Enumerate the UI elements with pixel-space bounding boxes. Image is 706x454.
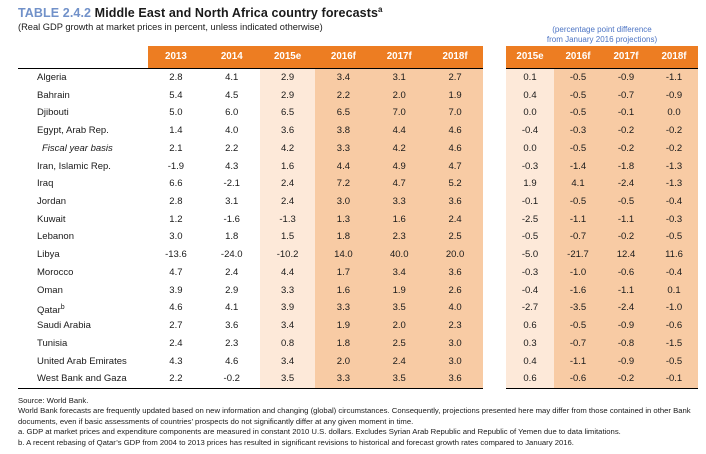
- difference-table-body: [506, 69, 698, 389]
- gdp-value: 3.4: [371, 264, 427, 282]
- gdp-value: 5.4: [169, 89, 183, 101]
- gdp-value: 3.4: [315, 69, 371, 87]
- gdp-value: 5.2: [427, 175, 483, 193]
- gdp-value: 0.8: [260, 335, 316, 353]
- diff-value: -2.5: [506, 211, 554, 229]
- diff-value: -0.2: [650, 140, 698, 158]
- diff-value: 0.0: [650, 104, 698, 122]
- footnote-b: b. A recent rebasing of Qatar’s GDP from 2004 to 2013 prices has resulted in significant revisions to historical and forecast growth rates compared to January 2016.: [18, 437, 574, 447]
- diff-value: -0.4: [506, 282, 554, 300]
- gdp-value: -1.9: [167, 160, 185, 172]
- difference-table: [506, 46, 698, 389]
- gdp-value: 2.4: [225, 266, 239, 278]
- diff-value: -0.9: [602, 69, 650, 87]
- table-row: [18, 246, 483, 264]
- diff-value: 12.4: [602, 246, 650, 264]
- gdp-value: 4.6: [427, 122, 483, 140]
- diff-value: -0.2: [602, 140, 650, 158]
- gdp-value: 3.6: [260, 122, 316, 140]
- gdp-value: 4.2: [371, 140, 427, 158]
- gdp-value: 6.5: [315, 104, 371, 122]
- gdp-value: 3.3: [315, 140, 371, 158]
- table-row: [506, 140, 698, 158]
- gdp-value: 1.8: [315, 335, 371, 353]
- gdp-value: 2.4: [260, 175, 316, 193]
- gdp-value: 2.8: [169, 72, 183, 83]
- diff-value: 0.3: [506, 335, 554, 353]
- gdp-value: 1.7: [315, 264, 371, 282]
- gdp-value: 2.4: [371, 353, 427, 371]
- table-row: [18, 104, 483, 122]
- gdp-value: 4.4: [371, 122, 427, 140]
- gdp-value: 4.4: [260, 264, 316, 282]
- gdp-value: 1.9: [427, 87, 483, 105]
- gdp-value: 4.3: [169, 355, 183, 367]
- diff-value: -3.5: [554, 299, 602, 317]
- gdp-value: 3.6: [427, 370, 483, 388]
- gdp-value: 7.2: [315, 175, 371, 193]
- diff-value: -0.5: [554, 193, 602, 211]
- forecast-table: [18, 46, 483, 389]
- gdp-value: 2.4: [169, 337, 183, 349]
- diff-value: -1.4: [554, 158, 602, 176]
- year-column-header: 2013: [148, 46, 204, 68]
- year-column-header: 2017f: [371, 46, 427, 68]
- diff-value: -1.1: [602, 282, 650, 300]
- diff-value: -1.3: [650, 175, 698, 193]
- country-label: Djibouti: [37, 107, 69, 119]
- diff-value: -1.0: [650, 299, 698, 317]
- diff-value: -0.9: [602, 317, 650, 335]
- gdp-value: 3.5: [371, 299, 427, 317]
- diff-value: -0.2: [602, 370, 650, 388]
- source-note: Source: World Bank.: [18, 396, 89, 405]
- diff-value: -0.5: [506, 228, 554, 246]
- forecast-table-body: [18, 69, 483, 389]
- gdp-value: 1.6: [371, 211, 427, 229]
- gdp-value: 3.3: [315, 299, 371, 317]
- diff-value: 0.1: [650, 282, 698, 300]
- gdp-value: 1.6: [260, 158, 316, 176]
- gdp-value: 4.3: [225, 160, 239, 172]
- gdp-value: 2.0: [315, 353, 371, 371]
- diff-value: -0.1: [602, 104, 650, 122]
- country-label: Egypt, Arab Rep.: [37, 125, 109, 137]
- diff-value: -0.5: [554, 87, 602, 105]
- diff-value: -0.5: [602, 193, 650, 211]
- gdp-value: 3.9: [169, 284, 183, 296]
- year-column-header: 2015e: [506, 46, 554, 68]
- table-row: [18, 122, 483, 140]
- country-label: Bahrain: [37, 89, 70, 101]
- gdp-value: 4.7: [427, 158, 483, 176]
- diff-note-line2: from January 2016 projections): [546, 35, 658, 44]
- table-row: [506, 104, 698, 122]
- diff-value: -0.5: [554, 104, 602, 122]
- gdp-value: 3.0: [169, 231, 183, 243]
- gdp-value: 3.4: [260, 317, 316, 335]
- gdp-value: 2.9: [225, 284, 239, 296]
- country-column-spacer: [18, 46, 148, 68]
- table-row: [18, 87, 483, 105]
- country-label: Jordan: [37, 196, 67, 208]
- diff-value: 4.1: [554, 175, 602, 193]
- diff-value: 11.6: [650, 246, 698, 264]
- gdp-value: 2.4: [260, 193, 316, 211]
- gdp-value: 4.7: [169, 266, 183, 278]
- year-column-header: 2018f: [427, 46, 483, 68]
- table-row: [18, 264, 483, 282]
- gdp-value: 3.3: [315, 370, 371, 388]
- diff-value: -0.5: [554, 69, 602, 87]
- gdp-value: 4.7: [371, 175, 427, 193]
- diff-value: 0.6: [506, 370, 554, 388]
- gdp-value: 6.5: [260, 104, 316, 122]
- diff-value: -0.7: [602, 87, 650, 105]
- difference-table-header: [506, 46, 698, 69]
- diff-value: -0.5: [650, 353, 698, 371]
- footnotes: [18, 396, 696, 448]
- table-row: [506, 264, 698, 282]
- table-row: [506, 87, 698, 105]
- diff-value: -0.4: [506, 122, 554, 140]
- gdp-value: -10.2: [260, 246, 316, 264]
- gdp-value: 4.4: [315, 158, 371, 176]
- gdp-value: 1.2: [169, 213, 183, 225]
- gdp-value: 4.1: [225, 72, 239, 83]
- gdp-value: 3.1: [225, 196, 239, 208]
- gdp-value: 20.0: [427, 246, 483, 264]
- gdp-value: 2.1: [169, 142, 183, 154]
- diff-value: 0.6: [506, 317, 554, 335]
- gdp-value: 1.8: [225, 231, 239, 243]
- diff-value: -0.2: [650, 122, 698, 140]
- gdp-value: 4.2: [260, 140, 316, 158]
- diff-value: -0.5: [650, 228, 698, 246]
- diff-value: -0.9: [650, 87, 698, 105]
- gdp-value: 1.9: [371, 282, 427, 300]
- diff-value: -0.1: [506, 193, 554, 211]
- gdp-value: 3.0: [427, 335, 483, 353]
- table-row: [18, 193, 483, 211]
- diff-value: -1.1: [554, 353, 602, 371]
- table-row: [506, 158, 698, 176]
- table-row: [18, 353, 483, 371]
- table-row: [506, 317, 698, 335]
- diff-value: 0.4: [506, 87, 554, 105]
- diff-value: -0.5: [554, 317, 602, 335]
- diff-value: 0.4: [506, 353, 554, 371]
- gdp-value: 3.6: [225, 320, 239, 332]
- diff-value: -0.6: [554, 370, 602, 388]
- gdp-value: 3.1: [371, 69, 427, 87]
- diff-value: -21.7: [554, 246, 602, 264]
- country-label: Iraq: [37, 178, 54, 190]
- gdp-value: -24.0: [220, 249, 243, 261]
- year-column-header: 2017f: [602, 46, 650, 68]
- country-label: Algeria: [37, 72, 67, 83]
- table-row: [18, 69, 483, 87]
- diff-value: 0.0: [506, 104, 554, 122]
- diff-value: 1.9: [506, 175, 554, 193]
- gdp-value: 2.3: [427, 317, 483, 335]
- country-label: Tunisia: [37, 337, 68, 349]
- diff-note: [506, 25, 698, 45]
- gdp-value: 4.6: [169, 302, 183, 314]
- diff-value: -0.4: [650, 264, 698, 282]
- year-column-header: 2016f: [315, 46, 371, 68]
- gdp-value: 4.9: [371, 158, 427, 176]
- diff-value: -1.6: [554, 282, 602, 300]
- table-row: [506, 193, 698, 211]
- gdp-value: 3.4: [260, 353, 316, 371]
- gdp-value: 5.0: [169, 107, 183, 119]
- country-label: Lebanon: [37, 231, 74, 243]
- diff-note-line1: (percentage point difference: [552, 25, 652, 34]
- table-subtitle: (Real GDP growth at market prices in percent, unless indicated otherwise): [18, 22, 323, 32]
- table-row: [18, 335, 483, 353]
- gdp-value: 3.3: [371, 193, 427, 211]
- country-label: Saudi Arabia: [37, 320, 91, 332]
- gdp-value: 3.5: [371, 370, 427, 388]
- diff-value: -1.5: [650, 335, 698, 353]
- gdp-value: 3.5: [260, 370, 316, 388]
- gdp-value: 3.9: [260, 299, 316, 317]
- gdp-value: 2.6: [427, 282, 483, 300]
- table-row: [506, 211, 698, 229]
- gdp-value: -1.3: [260, 211, 316, 229]
- gdp-value: 2.0: [371, 87, 427, 105]
- country-label: Iran, Islamic Rep.: [37, 160, 111, 172]
- table-row: [506, 370, 698, 388]
- country-label: United Arab Emirates: [37, 355, 127, 367]
- gdp-value: 2.2: [225, 142, 239, 154]
- footnote-a: a. GDP at market prices and expenditure components are measured in constant 2010 U.S. dollars. Excludes Syrian Arab Republic and Republic of Yemen due to data limitations.: [18, 427, 621, 437]
- gdp-value: 4.6: [427, 140, 483, 158]
- gdp-value: 4.6: [225, 355, 239, 367]
- diff-value: -0.2: [602, 228, 650, 246]
- gdp-value: 1.6: [315, 282, 371, 300]
- gdp-value: -0.2: [223, 373, 240, 385]
- country-label: Libya: [37, 249, 60, 261]
- table-row: [18, 140, 483, 158]
- gdp-value: 4.0: [427, 299, 483, 317]
- gdp-value: 7.0: [427, 104, 483, 122]
- gdp-value: 40.0: [371, 246, 427, 264]
- diff-value: -2.4: [602, 175, 650, 193]
- table-row: [18, 299, 483, 317]
- gdp-value: 2.7: [427, 69, 483, 87]
- diff-value: -0.4: [650, 193, 698, 211]
- gdp-value: 4.0: [225, 125, 239, 137]
- gdp-value: 2.9: [260, 87, 316, 105]
- table-row: [506, 175, 698, 193]
- gdp-value: 6.0: [225, 107, 239, 119]
- table-row: [506, 122, 698, 140]
- year-column-header: 2015e: [260, 46, 316, 68]
- diff-value: -0.3: [650, 211, 698, 229]
- gdp-value: 2.3: [371, 228, 427, 246]
- gdp-value: 2.2: [169, 373, 183, 385]
- gdp-value: 1.5: [260, 228, 316, 246]
- diff-value: -1.1: [650, 69, 698, 87]
- country-label: West Bank and Gaza: [37, 373, 127, 385]
- diff-value: -1.0: [554, 264, 602, 282]
- table-row: [18, 317, 483, 335]
- year-column-header: 2016f: [554, 46, 602, 68]
- diff-value: -1.1: [602, 211, 650, 229]
- gdp-value: 2.4: [427, 211, 483, 229]
- year-column-header: 2014: [204, 46, 260, 68]
- footnote-marker: b: [60, 304, 65, 312]
- diff-value: -2.4: [602, 299, 650, 317]
- gdp-value: 14.0: [315, 246, 371, 264]
- table-title-text: Middle East and North Africa country forecasts: [91, 6, 379, 21]
- gdp-value: 2.9: [260, 69, 316, 87]
- forecast-table-header: [18, 46, 483, 69]
- table-row: [506, 228, 698, 246]
- table-row: [506, 299, 698, 317]
- gdp-value: 4.5: [225, 89, 239, 101]
- disclaimer-note: World Bank forecasts are frequently updated based on new information and changing (global) circumstances. Consequently, projections presented here may differ from those contained in other Bank documents, even if basic assessments of countries’ prospects do not significantly differ at any given moment in time.: [18, 406, 691, 426]
- table-row: [18, 282, 483, 300]
- table-title: [18, 5, 383, 20]
- year-column-header: 2018f: [650, 46, 698, 68]
- gdp-value: -13.6: [165, 249, 187, 261]
- diff-value: 0.1: [506, 69, 554, 87]
- gdp-value: 4.1: [225, 302, 239, 314]
- diff-value: -5.0: [506, 246, 554, 264]
- diff-value: -0.3: [554, 122, 602, 140]
- diff-value: -0.2: [602, 122, 650, 140]
- diff-value: -0.7: [554, 228, 602, 246]
- table-row: [506, 282, 698, 300]
- diff-value: -0.6: [602, 264, 650, 282]
- country-label: Fiscal year basis: [42, 142, 113, 154]
- gdp-value: 2.3: [225, 337, 239, 349]
- table-row: [18, 211, 483, 229]
- diff-value: -1.1: [554, 211, 602, 229]
- country-label: Morocco: [37, 266, 74, 278]
- gdp-value: 7.0: [371, 104, 427, 122]
- table-row: [506, 335, 698, 353]
- table-row: [18, 175, 483, 193]
- diff-value: -0.1: [650, 370, 698, 388]
- diff-value: -1.3: [650, 158, 698, 176]
- gdp-value: -2.1: [223, 178, 240, 190]
- diff-value: -1.8: [602, 158, 650, 176]
- gdp-value: 3.6: [427, 264, 483, 282]
- diff-value: -0.8: [602, 335, 650, 353]
- table-row: [506, 69, 698, 87]
- gdp-value: 6.6: [169, 178, 183, 190]
- title-footnote-marker: a: [378, 5, 383, 14]
- diff-value: -0.7: [554, 335, 602, 353]
- diff-value: -2.7: [506, 299, 554, 317]
- table-row: [506, 353, 698, 371]
- gdp-value: 2.7: [169, 320, 183, 332]
- gdp-value: 2.2: [315, 87, 371, 105]
- table-row: [506, 246, 698, 264]
- country-label: Oman: [37, 284, 63, 296]
- gdp-value: 2.8: [169, 196, 183, 208]
- gdp-value: 2.5: [371, 335, 427, 353]
- table-number: TABLE 2.4.2: [18, 6, 92, 21]
- gdp-value: 3.3: [260, 282, 316, 300]
- diff-value: -0.6: [650, 317, 698, 335]
- gdp-value: 2.5: [427, 228, 483, 246]
- gdp-value: 3.8: [315, 122, 371, 140]
- gdp-value: 1.8: [315, 228, 371, 246]
- gdp-value: 1.3: [315, 211, 371, 229]
- diff-value: -0.5: [554, 140, 602, 158]
- gdp-value: -1.6: [223, 213, 240, 225]
- gdp-value: 3.6: [427, 193, 483, 211]
- table-row: [18, 158, 483, 176]
- gdp-value: 1.9: [315, 317, 371, 335]
- diff-value: -0.3: [506, 264, 554, 282]
- diff-value: -0.9: [602, 353, 650, 371]
- gdp-value: 1.4: [169, 125, 183, 137]
- gdp-value: 3.0: [427, 353, 483, 371]
- table-row: [18, 228, 483, 246]
- country-label: Kuwait: [37, 213, 66, 225]
- diff-value: 0.0: [506, 140, 554, 158]
- diff-value: -0.3: [506, 158, 554, 176]
- gdp-value: 3.0: [315, 193, 371, 211]
- gdp-value: 2.0: [371, 317, 427, 335]
- country-label: Qatar$^b$: [37, 304, 65, 317]
- table-row: [18, 370, 483, 388]
